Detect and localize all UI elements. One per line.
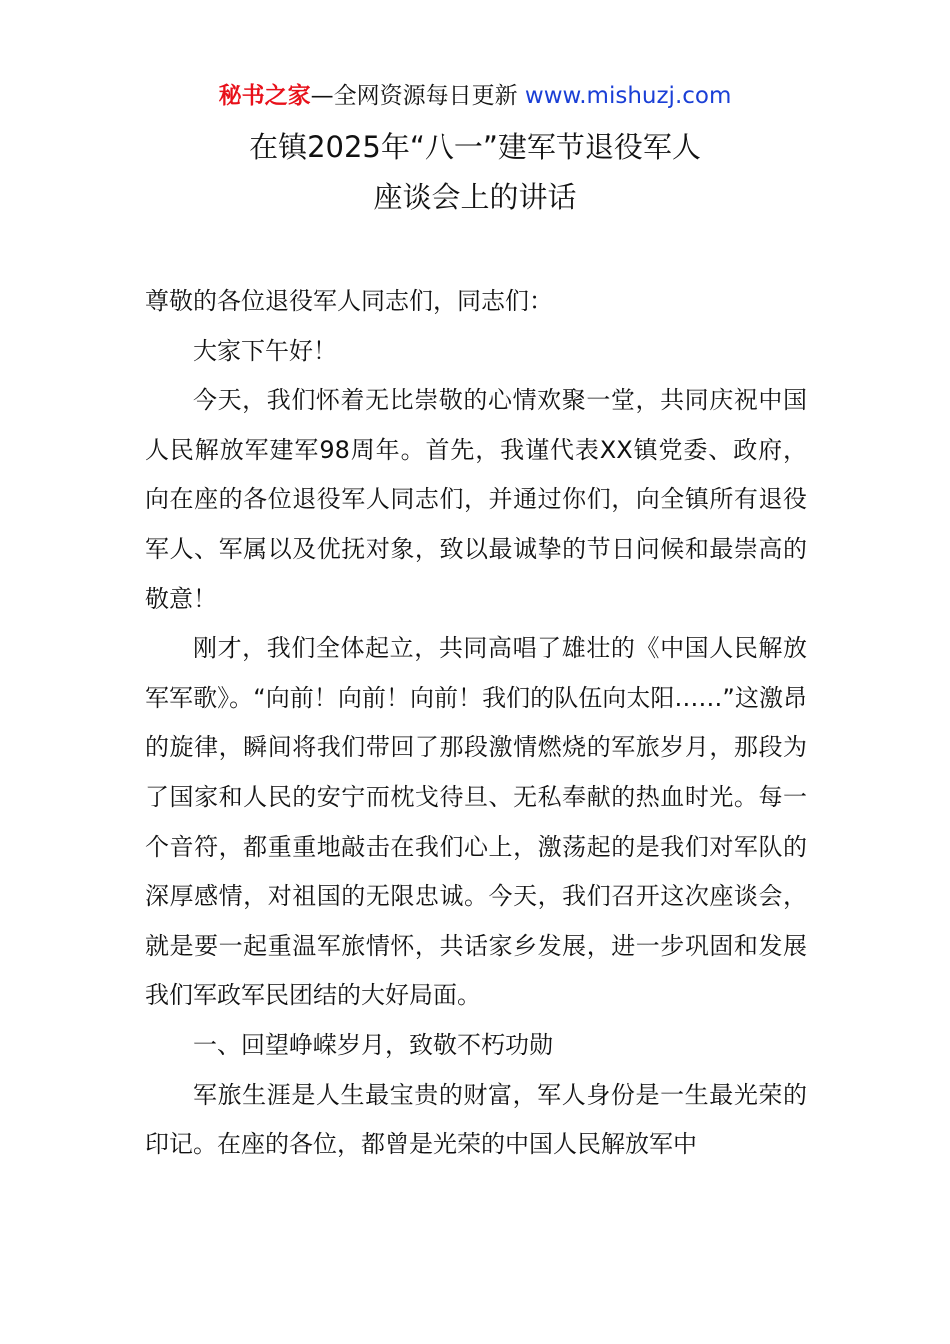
document-title-line-2: 座谈会上的讲话 (373, 180, 577, 214)
greeting: 大家下午好！ (193, 336, 337, 365)
site-url-link[interactable]: www.mishuzj.com (524, 83, 732, 109)
paragraph-3: 军旅生涯是人生最宝贵的财富，军人身份是一生最光荣的印记。在座的各位，都曾是光荣的中国人民解放军中 (145, 1080, 807, 1159)
brand-name: 秘书之家 (218, 83, 311, 109)
document-body (145, 277, 807, 1170)
document-title-line-1: 在镇2025年“八一”建军节退役军人 (249, 130, 701, 164)
paragraph-2: 刚才，我们全体起立，共同高唱了雄壮的《中国人民解放军军歌》。“向前！向前！向前！我们的队伍向太阳……”这激昂的旋律，瞬间将我们带回了那段激情燃烧的军旅岁月，那段为了国家和人民的安宁而枕戈待旦、无私奉献的热血时光。每一个音符，都重重地敲击在我们心上，激荡起的是我们对军队的深厚感情，对祖国的无限忠诚。今天，我们召开这次座谈会，就是要一起重温军旅情怀，共话家乡发展，进一步巩固和发展我们军政军民团结的大好局面。 (145, 634, 807, 1010)
paragraph-1: 今天，我们怀着无比崇敬的心情欢聚一堂，共同庆祝中国人民解放军建军98周年。首先，我谨代表XX镇党委、政府，向在座的各位退役军人同志们，并通过你们，向全镇所有退役军人、军属以及优抚对象，致以最诚挚的节日问候和最崇高的敬意！ (145, 386, 807, 613)
header-tagline: —全网资源每日更新 (310, 83, 518, 109)
salutation: 尊敬的各位退役军人同志们，同志们： (145, 287, 553, 315)
section-1-heading: 一、回望峥嵘岁月，致敬不朽功勋 (193, 1030, 553, 1059)
site-header (0, 80, 950, 112)
